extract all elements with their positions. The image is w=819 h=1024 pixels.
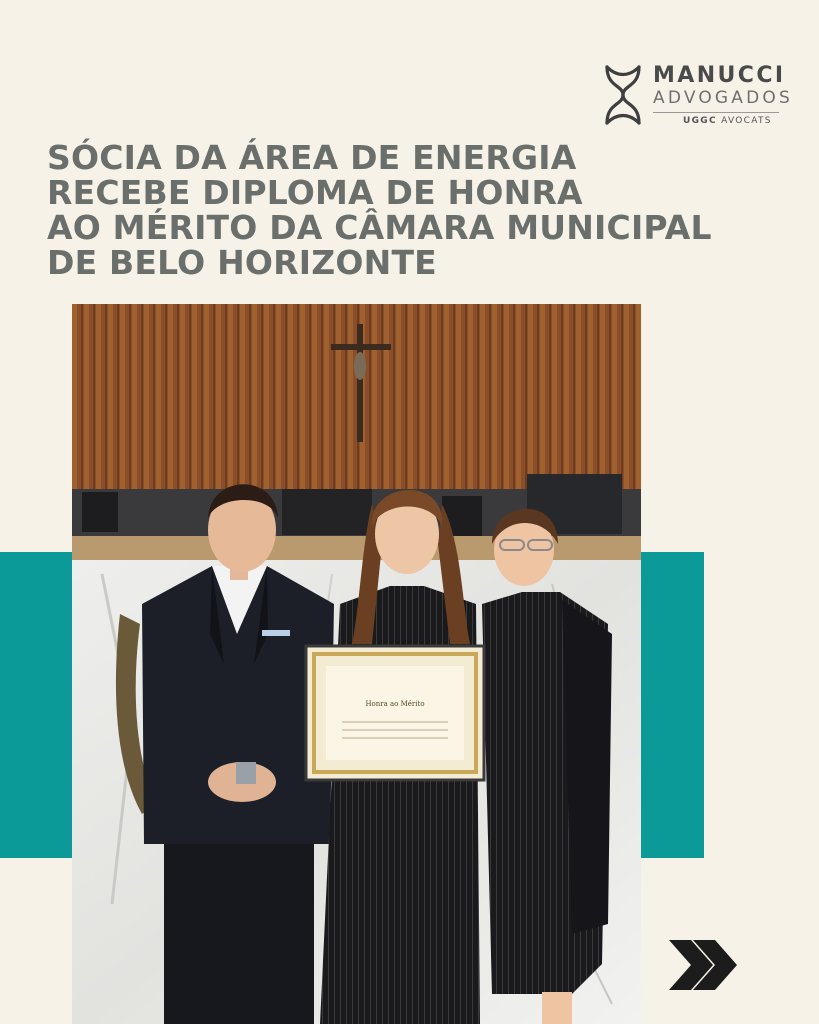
brand-divider (653, 112, 779, 113)
brand-name: MANUCCI (653, 63, 786, 88)
manucci-monogram-icon (603, 63, 643, 127)
brand-tag (683, 116, 772, 126)
headline-line-4: DE BELO HORIZONTE (47, 243, 437, 282)
award-photo (72, 304, 641, 1024)
next-slide-button[interactable] (667, 938, 739, 992)
page-headline (47, 140, 767, 280)
brand-logo (603, 62, 793, 132)
brand-tag-bold: UGGC (683, 116, 717, 126)
headline-line-3: AO MÉRITO DA CÂMARA MUNICIPAL (47, 208, 712, 247)
double-chevron-right-icon (667, 938, 739, 992)
headline-line-2: RECEBE DIPLOMA DE HONRA (47, 173, 583, 212)
certificate-title: Honra ao Mérito (365, 700, 425, 708)
brand-subtitle: ADVOGADOS (653, 88, 793, 108)
brand-tag-rest: AVOCATS (721, 116, 772, 126)
headline-line-1: SÓCIA DA ÁREA DE ENERGIA (47, 138, 577, 177)
honor-certificate (306, 646, 484, 780)
